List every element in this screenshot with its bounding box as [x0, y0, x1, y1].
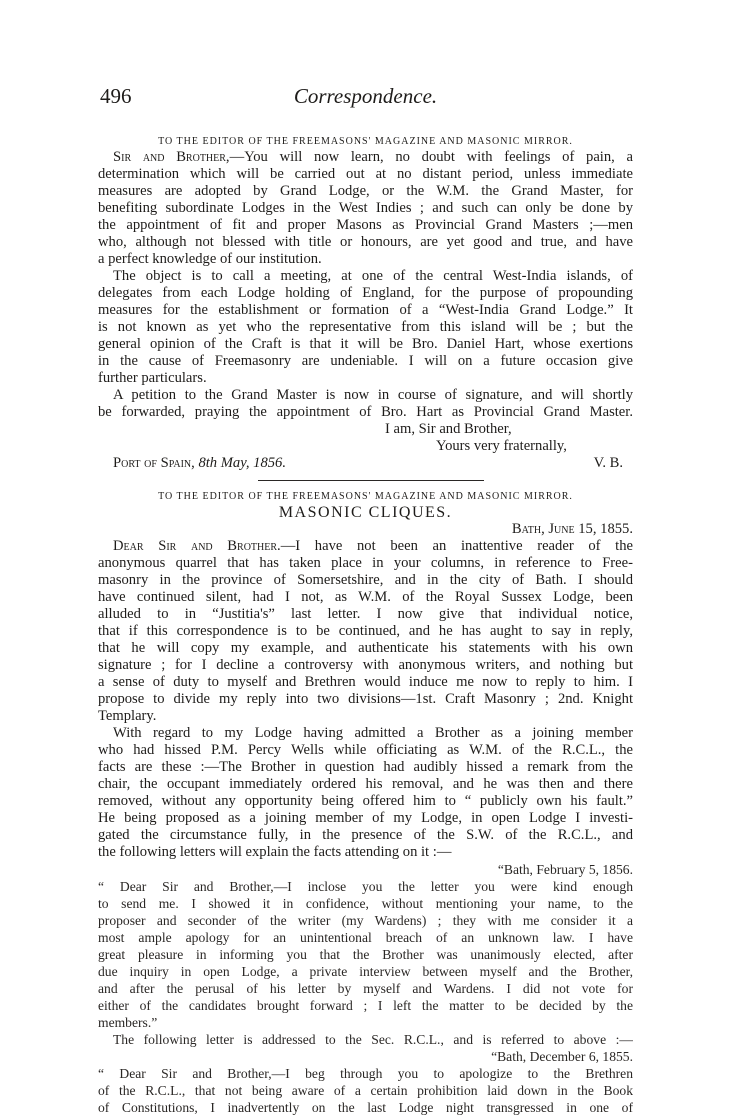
letter2-line: He being proposed as a joining member of my Lodge, in open Lodge I investi- [98, 810, 633, 826]
letter1-line: measures are adopted by Grand Lodge, or the W.M. the Grand Master, for [98, 183, 633, 199]
letter2-line: With regard to my Lodge having admitted a Brother as a joining member [113, 725, 633, 741]
letter1-line: measures for the establishment or formation of a “West-India Grand Lodge.” It [98, 302, 633, 318]
letter1-line: further particulars. [98, 370, 207, 386]
inner-letter-2-line: “ Dear Sir and Brother,—I beg through you to apologize to the Brethren [98, 1066, 633, 1081]
letter1-line: who, although not blessed with title or honours, are yet good and true, and have [98, 234, 633, 250]
letter2-line: masonry in the province of Somersetshire, and in the city of Bath. I should [98, 572, 633, 588]
inner-letter-1-line: and after the perusal of his letter by myself and Wardens. I did not vote for [98, 981, 633, 996]
letter2-line: chair, the occupant immediately ordered his removal, and he was then and there [98, 776, 633, 792]
letter2-line: who had hissed P.M. Percy Wells while officiating as W.M. of the R.C.L., the [98, 742, 633, 758]
letter2-line: removed, without any opportunity being offered him to “ publicly own his fault.” [98, 793, 633, 809]
letter1-date: 8th May, 1856. [198, 455, 286, 471]
letter2-line: gated the circumstance fully, in the presence of the S.W. of the R.C.L., and [98, 827, 633, 843]
letter2-line: alluded to in “Justitia's” last letter. I now give that individual notice, [98, 606, 633, 622]
letter1-line: benefiting subordinate Lodges in the West Indies ; and such can only be done by [98, 200, 633, 216]
letter2-line: facts are these :—The Brother in question had audibly hissed a remark from the [98, 759, 633, 775]
letter2-line: that if this correspondence is to be continued, and he has aught to say in reply, [98, 623, 633, 639]
letter2-line: a sense of duty to myself and Brethren would induce me now to reply to him. I [98, 674, 633, 690]
letter1-line: The object is to call a meeting, at one of the central West-India islands, of [113, 268, 633, 284]
letter1-line [113, 149, 633, 167]
letter2-line: signature ; for I decline a controversy with anonymous writers, and nothing but [98, 657, 633, 673]
following-letter-line: The following letter is addressed to the Sec. R.C.L., and is referred to above :— [113, 1032, 633, 1047]
letter2-line: the following letters will explain the facts attending on it :— [98, 844, 452, 860]
inner-letter-1-line: due inquiry in open Lodge, a private interview between myself and the Brother, [98, 964, 633, 979]
page-number: 496 [100, 84, 132, 108]
inner-letter-1-line: most ample apology for an unintentional breach of an unknown law. I have [98, 930, 633, 945]
letter2-line-text: —I have not been an inattentive reader of the [280, 538, 633, 554]
inner-letter-1-line: members.” [98, 1015, 158, 1030]
letter1-closing-2: Yours very fraternally, [436, 438, 567, 454]
letter2-line: have continued silent, had I not, as W.M. of the Royal Sussex Lodge, been [98, 589, 633, 605]
letter2-line [113, 538, 633, 556]
letter1-line-text: —You will now learn, no doubt with feelings of pain, a [229, 149, 633, 165]
inner-letter-2-date: “Bath, December 6, 1855. [491, 1049, 633, 1064]
inner-letter-1-line: great pleasure in informing you that the Brother was unanimously elected, after [98, 947, 633, 962]
letter1-line: a perfect knowledge of our institution. [98, 251, 322, 267]
letter1-closing-1: I am, Sir and Brother, [385, 421, 512, 437]
section-divider [258, 480, 484, 481]
letter1-heading: TO THE EDITOR OF THE FREEMASONS' MAGAZINE AND MASONIC MIRROR. [158, 136, 573, 147]
inner-letter-1-line: “ Dear Sir and Brother,—I inclose you the letter you were kind enough [98, 879, 633, 894]
letter1-line: delegates from each Lodge holding of England, for the purpose of propounding [98, 285, 633, 301]
letter2-line: anonymous quarrel that has taken place in your columns, in reference to Free- [98, 555, 633, 571]
inner-letter-2-line: of Constitutions, I inadvertently on the last Lodge night transgressed in one of [98, 1100, 633, 1115]
letter1-line: general opinion of the Craft is that it will be Bro. Daniel Hart, whose exertions [98, 336, 633, 352]
inner-letter-1-line: to send me. I showed it in confidence, without mentioning your name, to the [98, 896, 633, 911]
inner-letter-1-line: proposer and seconder of the writer (my Wardens) ; they with me consider it a [98, 913, 633, 928]
letter1-line: is not known as yet who the representative from this island will be ; but the [98, 319, 633, 335]
letter1-line: be forwarded, praying the appointment of Bro. Hart as Provincial Grand Master. [98, 404, 633, 420]
inner-letter-2-line: of the R.C.L., that not being aware of a certain prohibition laid down in the Book [98, 1083, 633, 1098]
page-header [98, 84, 633, 110]
letter2-line: that he will copy my example, and authenticate his statements with his own [98, 640, 633, 656]
letter1-place-date [113, 455, 413, 473]
letter1-salutation: Sir and Brother, [113, 149, 230, 165]
letter2-heading: TO THE EDITOR OF THE FREEMASONS' MAGAZINE AND MASONIC MIRROR. [158, 491, 573, 502]
running-title: Correspondence. [293, 84, 438, 108]
letter1-signature: V. B. [593, 455, 623, 471]
letter1-place: Port of Spain, [113, 455, 195, 471]
letter1-line: determination which will be carried out at no distant period, unless immediate [98, 166, 633, 182]
letter1-line: A petition to the Grand Master is now in course of signature, and will shortly [113, 387, 633, 403]
letter2-line: propose to divide my reply into two divisions—1st. Craft Masonry ; 2nd. Knight [98, 691, 633, 707]
letter2-line: Templary. [98, 708, 157, 724]
inner-letter-1-date: “Bath, February 5, 1856. [497, 862, 633, 877]
article-title: MASONIC CLIQUES. [278, 504, 453, 521]
inner-letter-1-line: either of the candidates brought forward ; I left the matter to be decided by the [98, 998, 633, 1013]
letter2-salutation: Dear Sir and Brother. [113, 538, 281, 554]
letter1-line: in the cause of Freemasonry are undeniable. I will on a future occasion give [98, 353, 633, 369]
letter1-line: the appointment of fit and proper Masons as Provincial Grand Masters ;—men [98, 217, 633, 233]
letter2-dateline: Bath, June 15, 1855. [511, 521, 633, 537]
